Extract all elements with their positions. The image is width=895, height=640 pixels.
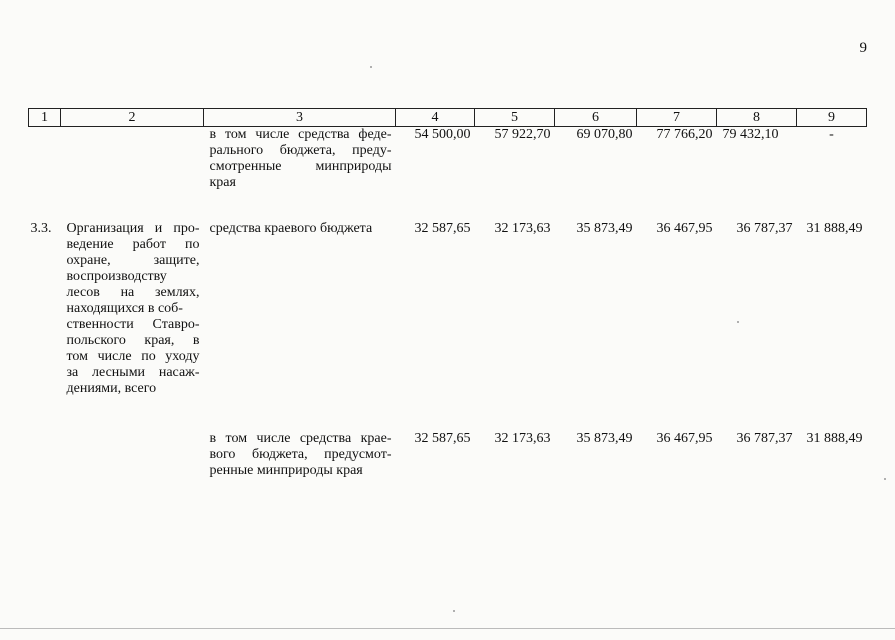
name-line: находящихся в соб- xyxy=(66,301,183,316)
source-line: рального бюджета, преду- xyxy=(209,143,392,158)
value-cell: 54 500,00 xyxy=(414,127,471,142)
header-cell: 1 xyxy=(29,109,61,127)
value-cell: 32 173,63 xyxy=(494,431,551,446)
value-cell: 31 888,49 xyxy=(806,221,863,236)
table-row xyxy=(29,221,867,397)
row-name xyxy=(61,431,204,479)
table-row xyxy=(29,127,867,192)
value-cell: - xyxy=(829,127,834,142)
table-row xyxy=(29,431,867,479)
scan-speck xyxy=(737,321,739,323)
source-line: края xyxy=(209,175,236,190)
header-cell: 7 xyxy=(637,109,717,127)
row-number xyxy=(29,431,61,479)
source-line: в том числе средства крае- xyxy=(209,431,392,446)
name-line: за лесными насаж- xyxy=(66,365,200,380)
source-line: вого бюджета, предусмот- xyxy=(209,447,392,462)
value-cell: 57 922,70 xyxy=(494,127,551,142)
name-line: ственности Ставро- xyxy=(66,317,200,332)
header-cell: 8 xyxy=(717,109,797,127)
value-cell: 36 467,95 xyxy=(656,431,713,446)
source-line: ренные минприроды края xyxy=(209,463,363,478)
name-line: Организация и про- xyxy=(66,221,200,236)
scan-speck xyxy=(453,610,455,612)
value-cell: 79 432,10 xyxy=(722,127,779,142)
source-line: в том числе средства феде- xyxy=(209,127,392,142)
value-cell: 32 587,65 xyxy=(414,431,471,446)
value-cell: 36 787,37 xyxy=(736,431,793,446)
page-number: 9 xyxy=(859,40,867,56)
row-source xyxy=(204,221,396,397)
row-number xyxy=(29,127,61,192)
value-cell: 36 787,37 xyxy=(736,221,793,236)
name-line: том числе по уходу xyxy=(66,349,200,364)
header-cell: 4 xyxy=(396,109,475,127)
header-cell: 2 xyxy=(61,109,204,127)
value-cell: 69 070,80 xyxy=(576,127,633,142)
table-header-row xyxy=(29,109,867,127)
header-cell: 9 xyxy=(797,109,867,127)
scan-speck xyxy=(884,478,886,480)
value-cell: 35 873,49 xyxy=(576,431,633,446)
budget-table xyxy=(28,108,867,479)
value-cell: 36 467,95 xyxy=(656,221,713,236)
header-cell: 5 xyxy=(475,109,555,127)
scan-speck xyxy=(370,66,372,68)
source-line: смотренные минприроды xyxy=(209,159,392,174)
page-edge-line xyxy=(0,628,895,629)
header-cell: 3 xyxy=(204,109,396,127)
value-cell: 32 173,63 xyxy=(494,221,551,236)
name-line: польского края, в xyxy=(66,333,200,348)
source-line: средства краевого бюджета xyxy=(209,221,373,236)
row-source xyxy=(204,127,396,192)
name-line: ведение работ по xyxy=(66,237,200,252)
name-line: охране, защите, xyxy=(66,253,200,268)
value-cell: 77 766,20 xyxy=(656,127,713,142)
row-number: 3.3. xyxy=(30,221,52,236)
row-name xyxy=(61,127,204,192)
value-cell: 31 888,49 xyxy=(806,431,863,446)
row-source xyxy=(204,431,396,479)
name-line: дениями, всего xyxy=(66,381,157,396)
name-line: воспроизводству xyxy=(66,269,167,284)
row-name xyxy=(61,221,204,397)
name-line: лесов на землях, xyxy=(66,285,200,300)
header-cell: 6 xyxy=(555,109,637,127)
value-cell: 35 873,49 xyxy=(576,221,633,236)
value-cell: 32 587,65 xyxy=(414,221,471,236)
